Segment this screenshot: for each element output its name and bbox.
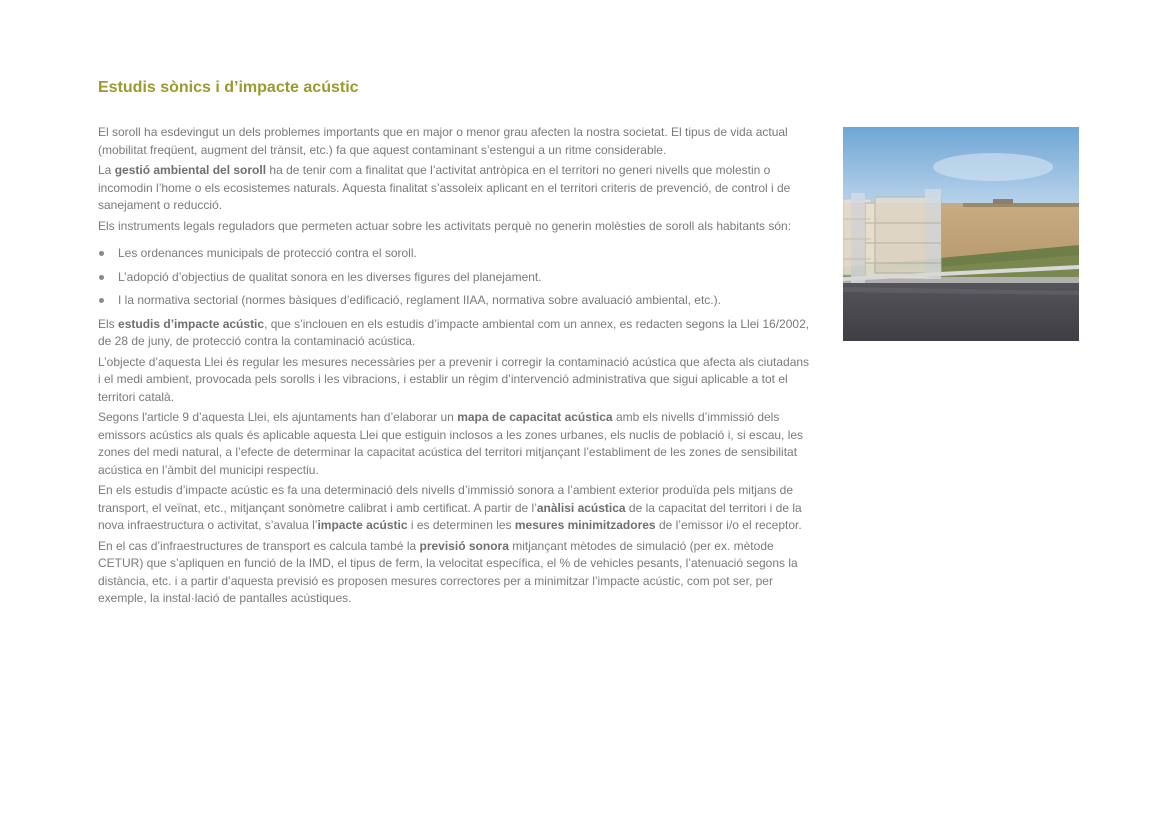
emphasis-acoustic-analysis: anàlisi acústica bbox=[536, 500, 626, 515]
instruments-list bbox=[98, 245, 810, 310]
paragraph-intro: El soroll ha esdevingut un dels problemes importants que en major o menor grau afecten la nostra societat. El tipus de vida actual (mobilitat freqüent, augment del trànsit, etc.) fa que aquest contaminant s’estengui a un ritme considerable. bbox=[98, 125, 788, 157]
paragraph-law-object: L’objecte d’aquesta Llei és regular les mesures necessàries per a prevenir i corregir la contaminació acústica que afecta als ciutadans i el medi ambient, provocada pels sorolls i les vibracions, i establir un règim d’intervenció administrativa que sigui aplicable a tot el territori català. bbox=[98, 354, 810, 404]
paragraph-acoustic-studies: Els estudis d’impacte acústic, que s’inclouen en els estudis d’impacte ambiental com un annex, es redacten segons la Llei 16/2002, de 28 de juny, de protecció contra la contaminació acústica. bbox=[98, 316, 810, 348]
list-item: L’adopció d’objectius de qualitat sonora en les diverses figures del planejament. bbox=[98, 269, 810, 287]
emphasis-acoustic-studies: estudis d’impacte acústic bbox=[118, 316, 265, 331]
emphasis-noise-management: gestió ambiental del soroll bbox=[114, 163, 267, 177]
paragraph-transport-forecast: En el cas d’infraestructures de transport es calcula també la previsió sonora mitjançant mètodes de simulació (per ex. mètode CETUR) que s’apliquen en funció de la IMD, el tipus de ferm, la velocitat específica, el % de vehicles pesants, l’atenuació segons la distància, etc. i a partir d’aquesta previsió es proposen mesures correctores per a minimitzar l’impacte acústic, com pot ser, per exemple, la instal·lació de pantalles acústiques. bbox=[98, 538, 798, 605]
paragraph-article-9: Segons l'article 9 d’aquesta Llei, els ajuntaments han d’elaborar un mapa de capacitat acústica amb els nivells d’immissió dels emissors acústics als quals és aplicable aquesta Llei que estiguin inclosos a les zones urbanes, els nuclis de població i, si escau, les zones del medi natural, a l’efecte de determinar la capacitat acústica del territori mitjançant l’establiment de les zones de sensibilitat acústica en l’àmbit del municipi respectiu. bbox=[98, 410, 804, 477]
paragraph-noise-management: La gestió ambiental del soroll ha de tenir com a finalitat que l’activitat antròpica en el territori no generi nivells que molestin o incomodin l’home o els ecosistemes naturals. Aquesta finalitat s’assoleix aplicant en el territori criteris de prevenció, de control i de sanejament o reducció. bbox=[98, 163, 791, 212]
emphasis-minimizing-measures: mesures minimitzadores bbox=[514, 518, 656, 532]
list-item: Les ordenances municipals de protecció contra el soroll. bbox=[98, 245, 810, 263]
body-text bbox=[98, 124, 810, 611]
paragraph-legal-instruments: Els instruments legals reguladors que permeten actuar sobre les activitats perquè no generin molèsties de soroll als habitants són: bbox=[98, 218, 792, 233]
emphasis-acoustic-impact: impacte acústic bbox=[317, 518, 408, 532]
emphasis-capacity-map: mapa de capacitat acústica bbox=[457, 410, 613, 424]
page-title: Estudis sònics i d’impacte acústic bbox=[98, 79, 359, 96]
list-item: I la normativa sectorial (normes bàsiques d’edificació, reglament IIAA, normativa sobre avaluació ambiental, etc.). bbox=[98, 292, 810, 310]
noise-barrier-photo bbox=[843, 127, 1079, 341]
emphasis-sound-forecast: previsió sonora bbox=[419, 538, 509, 553]
paragraph-measurement: En els estudis d’impacte acústic es fa una determinació dels nivells d’immissió sonora a l’ambient exterior produïda pels mitjans de transport, el veïnat, etc., mitjançant sonòmetre calibrat i amb certificat. A partir de l’anàlisi acústica de la capacitat del territori i de la nova infraestructura o activitat, s’avalua l’impacte acústic i es determinen les mesures minimitzadores de l’emissor i/o el receptor. bbox=[98, 483, 802, 532]
